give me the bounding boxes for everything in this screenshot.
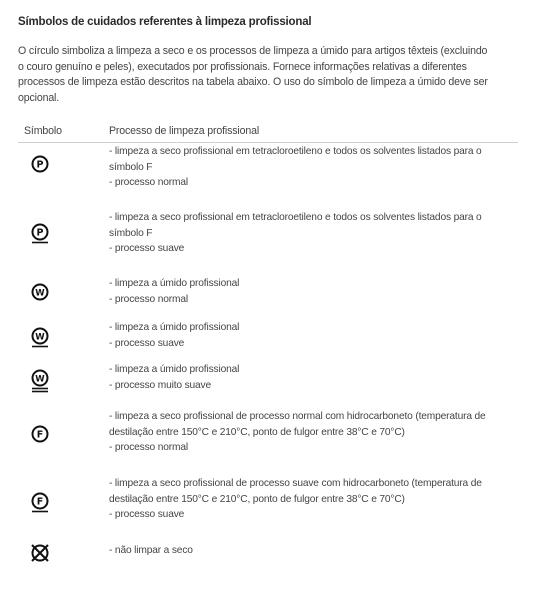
process-line: - limpeza a seco profissional em tetracloroetileno e todos os solventes listados para o símbolo F <box>109 146 482 173</box>
intro-paragraph: O círculo simboliza a limpeza a seco e os processos de limpeza a úmido para artigos têxteis (excluindo o couro genuíno e peles), executados por profissionais. Fornece informações relativas a diferentes processos de limpeza estão descritos na tabela abaixo. O uso do símbolo de limpeza a úmido deve ser opcional. <box>18 45 488 104</box>
table-row <box>18 320 518 362</box>
process-line: - processo normal <box>109 177 188 188</box>
process-cell <box>109 144 509 210</box>
symbol-cell <box>18 362 109 409</box>
process-cell <box>109 476 509 543</box>
header-process: Processo de limpeza profissional <box>109 125 260 137</box>
wet-clean-w-icon <box>29 368 51 394</box>
table-body <box>18 144 518 573</box>
dry-clean-f-icon <box>29 424 51 450</box>
process-line: - limpeza a úmido profissional <box>109 364 240 375</box>
table-row <box>18 476 518 543</box>
process-line: - processo suave <box>109 509 185 520</box>
table-row <box>18 362 518 409</box>
svg-text:W: W <box>35 374 45 385</box>
symbol-cell <box>18 409 109 476</box>
symbol-cell <box>18 476 109 543</box>
svg-text:W: W <box>35 288 45 299</box>
wet-clean-w-icon <box>29 326 51 352</box>
table-row <box>18 543 518 573</box>
table-row <box>18 409 518 476</box>
process-line: - limpeza a seco profissional de processo suave com hidrocarboneto (temperatura de destilação entre 150°C e 210°C, ponto de fulgor entre 38°C e 70°C) <box>109 478 482 505</box>
dry-clean-f-icon <box>29 491 51 517</box>
dry-clean-p-icon <box>29 154 51 180</box>
process-line: - limpeza a seco profissional em tetracloroetileno e todos os solventes listados para o símbolo F <box>109 212 482 239</box>
process-cell <box>109 543 509 573</box>
wet-clean-w-icon <box>29 282 51 308</box>
process-cell <box>109 409 509 476</box>
process-line: - limpeza a úmido profissional <box>109 278 240 289</box>
symbol-cell <box>18 543 109 573</box>
svg-text:W: W <box>35 332 45 343</box>
table-header <box>18 122 518 144</box>
header-symbol: Símbolo <box>24 125 62 137</box>
process-line: - não limpar a seco <box>109 545 193 556</box>
process-cell <box>109 276 509 320</box>
process-line: - limpeza a úmido profissional <box>109 322 240 333</box>
process-line: - processo normal <box>109 293 188 305</box>
table-row <box>18 276 518 320</box>
symbol-cell <box>18 276 109 320</box>
table-row <box>18 144 518 210</box>
process-cell <box>109 362 509 409</box>
dry-clean-p-icon <box>29 222 51 248</box>
process-line: - processo suave <box>109 243 185 254</box>
do-not-dry-clean-icon <box>29 543 51 569</box>
symbol-cell <box>18 210 109 276</box>
svg-text:F: F <box>36 496 44 508</box>
symbol-cell <box>18 320 109 362</box>
svg-text:P: P <box>36 159 44 171</box>
svg-text:F: F <box>36 429 44 441</box>
process-line: - processo suave <box>109 337 185 349</box>
process-cell <box>109 210 509 276</box>
svg-text:P: P <box>36 227 44 239</box>
symbol-cell <box>18 144 109 210</box>
process-line: - processo normal <box>109 442 188 453</box>
process-line: - limpeza a seco profissional de processo normal com hidrocarboneto (temperatura de destilação entre 150°C e 210°C, ponto de fulgor entre 38°C e 70°C) <box>109 411 486 438</box>
table-row <box>18 210 518 276</box>
page-title: Símbolos de cuidados referentes à limpeza profissional <box>18 16 312 28</box>
process-line: - processo muito suave <box>109 379 212 391</box>
process-cell <box>109 320 509 362</box>
header-divider <box>18 142 518 143</box>
care-symbols-table <box>18 122 518 573</box>
